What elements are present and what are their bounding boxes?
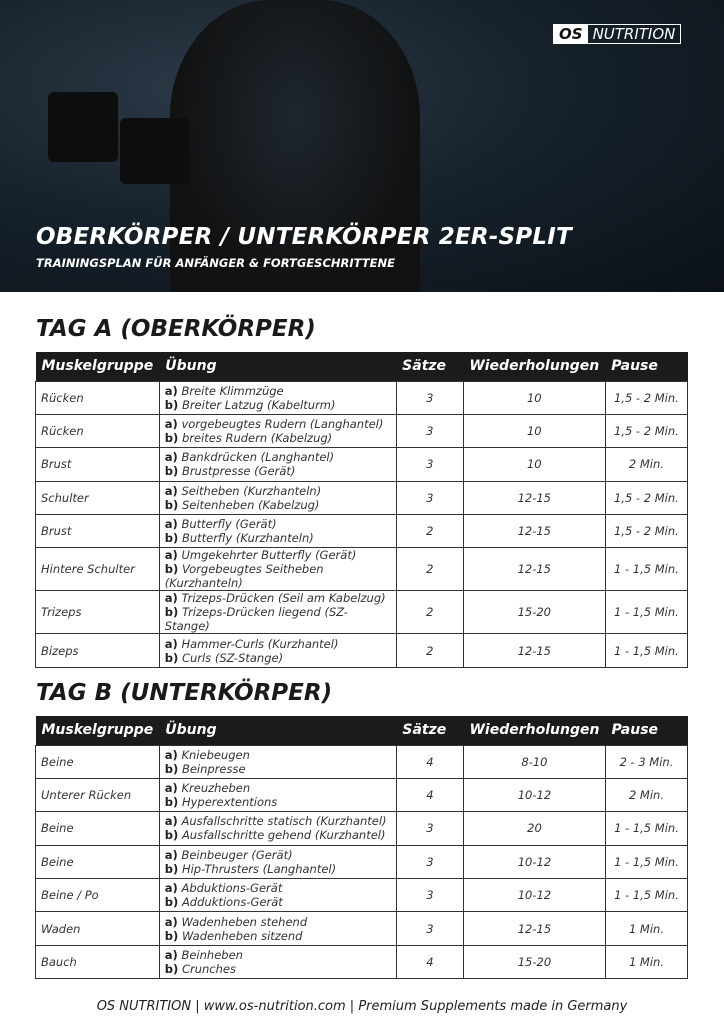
sets: 3 [396,481,463,514]
option-label: a) [164,914,178,929]
exercise-b: Butterfly (Kurzhanteln) [181,531,314,546]
table-row [36,515,688,548]
sets: 3 [396,381,463,414]
option-label: b) [164,605,179,620]
reps: 10-12 [463,778,605,811]
exercise [159,945,396,978]
exercise [159,381,396,414]
reps: 10-12 [463,845,605,878]
muscle-group: Rücken [36,381,160,414]
exercise-b: Curls (SZ-Stange) [181,650,284,665]
column-header: Pause [605,716,687,745]
table-tag-a [35,352,688,668]
page-subtitle: TRAININGSPLAN FÜR ANFÄNGER & FORTGESCHRITTENE [36,256,395,270]
table-row [36,745,688,778]
exercise [159,778,396,811]
exercise [159,812,396,845]
muscle-group: Waden [36,912,160,945]
exercise [159,845,396,878]
muscle-group: Brust [36,515,160,548]
exercise [159,745,396,778]
column-header: Übung [159,716,396,745]
brand-logo [553,24,681,44]
option-label: b) [164,861,179,876]
exercise-a: Seitheben (Kurzhanteln) [181,483,322,498]
hero-image [0,0,724,292]
reps: 12-15 [463,515,605,548]
option-label: b) [164,562,179,577]
option-label: b) [164,497,179,512]
table-row [36,591,688,634]
pause: 2 Min. [605,448,687,481]
option-label: a) [164,450,178,465]
reps: 10 [463,414,605,447]
option-label: a) [164,417,178,432]
muscle-group: Beine [36,745,160,778]
footer: OS NUTRITION | www.os-nutrition.com | Premium Supplements made in Germany [96,999,628,1014]
table-row [36,481,688,514]
pause: 1 Min. [605,912,687,945]
sets: 4 [396,745,463,778]
exercise-b: Hip-Thrusters (Langhantel) [181,861,337,876]
table-row [36,414,688,447]
muscle-group: Trizeps [36,591,160,634]
exercise [159,879,396,912]
exercise [159,548,396,591]
exercise-a: vorgebeugtes Rudern (Langhantel) [181,417,384,432]
dumbbell [48,92,118,162]
option-label: a) [164,747,178,762]
exercise [159,414,396,447]
section-title-tag-a: TAG A (OBERKÖRPER) [36,316,316,342]
exercise-b: Beinpresse [181,761,246,776]
option-label: a) [164,548,178,563]
sets: 3 [396,414,463,447]
reps: 15-20 [463,945,605,978]
sets: 2 [396,634,463,667]
option-label: a) [164,847,178,862]
reps: 12-15 [463,912,605,945]
muscle-group: Hintere Schulter [36,548,160,591]
exercise [159,634,396,667]
option-label: b) [164,531,179,546]
option-label: a) [164,383,178,398]
table-row [36,548,688,591]
reps: 10 [463,448,605,481]
option-label: b) [164,895,179,910]
muscle-group: Rücken [36,414,160,447]
exercise-a: Beinbeuger (Gerät) [181,847,293,862]
muscle-group: Unterer Rücken [36,778,160,811]
exercise-b: Trizeps-Drücken liegend (SZ-Stange) [164,605,348,634]
pause: 1 - 1,5 Min. [605,591,687,634]
option-label: b) [164,928,179,943]
column-header: Übung [159,352,396,381]
pause: 1 - 1,5 Min. [605,548,687,591]
logo-nutrition: NUTRITION [592,25,676,43]
section-title-tag-b: TAG B (UNTERKÖRPER) [36,680,333,706]
option-label: a) [164,483,178,498]
exercise [159,481,396,514]
option-label: a) [164,948,178,963]
column-header: Muskelgruppe [36,352,160,381]
exercise-a: Wadenheben stehend [181,914,308,929]
column-header: Sätze [396,716,463,745]
pause: 1,5 - 2 Min. [605,515,687,548]
exercise-b: Crunches [181,962,236,977]
table-row [36,778,688,811]
pause: 1,5 - 2 Min. [605,381,687,414]
option-label: a) [164,636,178,651]
muscle-group: Beine [36,845,160,878]
reps: 8-10 [463,745,605,778]
option-label: a) [164,814,178,829]
pause: 1 - 1,5 Min. [605,634,687,667]
option-label: b) [164,761,179,776]
exercise-a: Ausfallschritte statisch (Kurzhantel) [181,814,387,829]
column-header: Pause [605,352,687,381]
muscle-group: Bizeps [36,634,160,667]
exercise-b: Seitenheben (Kabelzug) [181,497,320,512]
muscle-group: Brust [36,448,160,481]
option-label: b) [164,431,179,446]
pause: 1 Min. [605,945,687,978]
exercise-a: Abduktions-Gerät [181,881,283,896]
pause: 1,5 - 2 Min. [605,481,687,514]
sets: 3 [396,845,463,878]
table-row [36,879,688,912]
option-label: b) [164,795,179,810]
option-label: b) [164,828,179,843]
table-row [36,634,688,667]
sets: 2 [396,515,463,548]
exercise-b: Adduktions-Gerät [181,895,283,910]
sets: 3 [396,448,463,481]
option-label: b) [164,464,179,479]
reps: 12-15 [463,634,605,667]
sets: 4 [396,778,463,811]
reps: 12-15 [463,548,605,591]
table-row [36,912,688,945]
exercise [159,515,396,548]
pause: 2 Min. [605,778,687,811]
reps: 15-20 [463,591,605,634]
table-header [36,352,688,381]
page-title: OBERKÖRPER / UNTERKÖRPER 2ER-SPLIT [36,224,572,250]
pause: 2 - 3 Min. [605,745,687,778]
exercise-a: Hammer-Curls (Kurzhantel) [181,636,339,651]
exercise [159,591,396,634]
exercise-b: breites Rudern (Kabelzug) [181,431,333,446]
exercise [159,912,396,945]
pause: 1 - 1,5 Min. [605,812,687,845]
option-label: a) [164,591,178,606]
muscle-group: Schulter [36,481,160,514]
reps: 10 [463,381,605,414]
exercise-a: Kniebeugen [181,747,250,762]
option-label: a) [164,881,178,896]
logo-os: OS [554,25,588,43]
exercise-a: Kreuzheben [181,781,251,796]
column-header: Wiederholungen [463,352,605,381]
column-header: Sätze [396,352,463,381]
exercise-b: Brustpresse (Gerät) [181,464,296,479]
exercise-a: Butterfly (Gerät) [181,517,277,532]
option-label: b) [164,962,179,977]
sets: 3 [396,812,463,845]
option-label: b) [164,650,179,665]
exercise [159,448,396,481]
table-row [36,448,688,481]
exercise-a: Trizeps-Drücken (Seil am Kabelzug) [181,591,386,606]
reps: 20 [463,812,605,845]
reps: 10-12 [463,879,605,912]
exercise-b: Hyperextentions [181,795,278,810]
exercise-a: Bankdrücken (Langhantel) [181,450,335,465]
pause: 1 - 1,5 Min. [605,879,687,912]
muscle-group: Beine [36,812,160,845]
exercise-a: Breite Klimmzüge [181,383,284,398]
table-tag-b [35,716,688,979]
sets: 3 [396,879,463,912]
dumbbell [120,118,190,184]
reps: 12-15 [463,481,605,514]
exercise-b: Wadenheben sitzend [181,928,303,943]
exercise-b: Ausfallschritte gehend (Kurzhantel) [181,828,386,843]
option-label: a) [164,517,178,532]
exercise-b: Breiter Latzug (Kabelturm) [181,397,336,412]
option-label: b) [164,397,179,412]
sets: 2 [396,591,463,634]
sets: 2 [396,548,463,591]
table-row [36,945,688,978]
option-label: a) [164,781,178,796]
muscle-group: Beine / Po [36,879,160,912]
pause: 1,5 - 2 Min. [605,414,687,447]
pause: 1 - 1,5 Min. [605,845,687,878]
exercise-a: Beinheben [181,948,243,963]
table-row [36,812,688,845]
table-row [36,845,688,878]
sets: 4 [396,945,463,978]
column-header: Wiederholungen [463,716,605,745]
exercise-a: Umgekehrter Butterfly (Gerät) [181,548,357,563]
sets: 3 [396,912,463,945]
muscle-group: Bauch [36,945,160,978]
table-header [36,716,688,745]
column-header: Muskelgruppe [36,716,160,745]
table-row [36,381,688,414]
exercise-b: Vorgebeugtes Seitheben (Kurzhanteln) [164,562,324,591]
